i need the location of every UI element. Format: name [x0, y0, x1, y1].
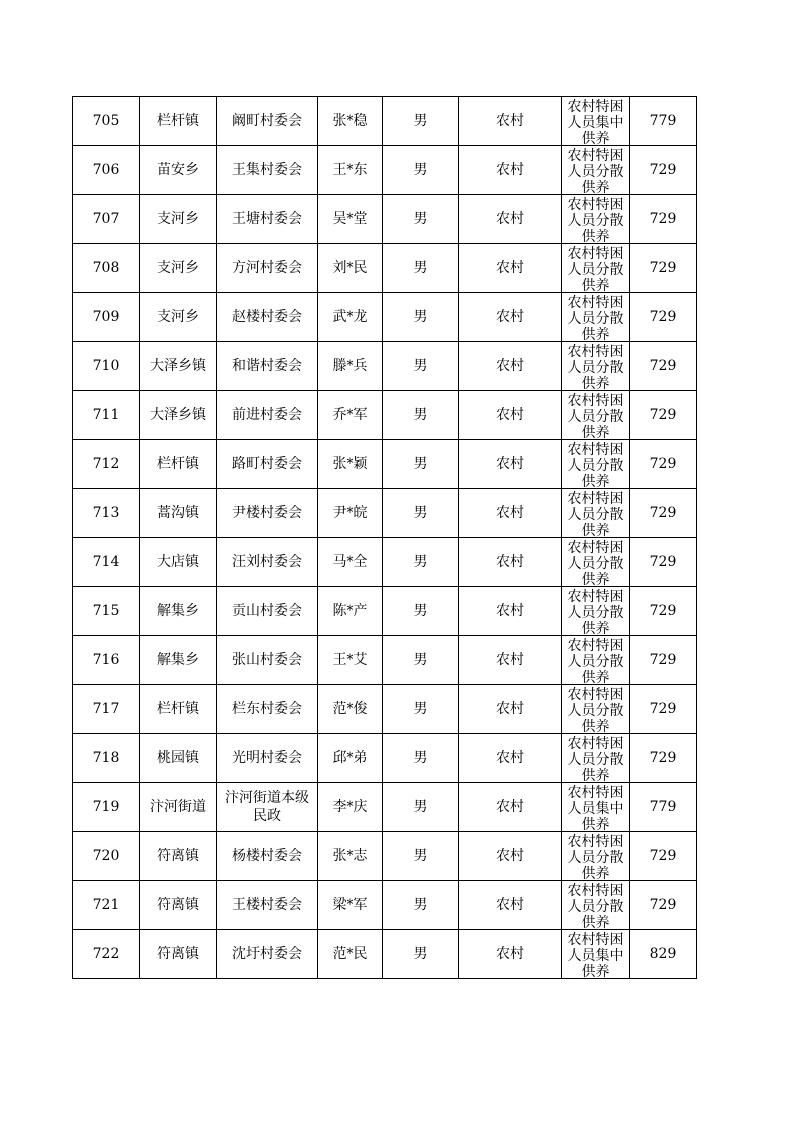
monthly-amount-cell: 829	[630, 930, 697, 979]
residence-type-cell: 农村	[459, 783, 562, 832]
support-category-cell	[562, 391, 630, 440]
monthly-amount-cell: 729	[630, 685, 697, 734]
support-category-cell	[562, 489, 630, 538]
gender-cell: 男	[383, 832, 459, 881]
table-row	[73, 342, 697, 391]
residence-type-cell: 农村	[459, 97, 562, 146]
serial-number-cell: 708	[73, 244, 140, 293]
support-category-cell	[562, 538, 630, 587]
village-committee-cell	[217, 587, 318, 636]
village-committee-text: 汴河街道本级民政	[225, 790, 309, 824]
serial-number-cell: 713	[73, 489, 140, 538]
gender-cell: 男	[383, 293, 459, 342]
serial-number-cell: 717	[73, 685, 140, 734]
support-category-text: 农村特困人员分散供养	[567, 588, 624, 635]
township-cell: 栏杆镇	[140, 440, 217, 489]
village-committee-cell	[217, 244, 318, 293]
gender-cell: 男	[383, 734, 459, 783]
residence-type-cell: 农村	[459, 685, 562, 734]
village-committee-text: 栏东村委会	[232, 701, 302, 717]
monthly-amount-cell: 729	[630, 587, 697, 636]
village-committee-cell	[217, 881, 318, 930]
village-committee-cell	[217, 930, 318, 979]
residence-type-cell: 农村	[459, 440, 562, 489]
support-category-cell	[562, 930, 630, 979]
table-row	[73, 146, 697, 195]
monthly-amount-cell: 729	[630, 146, 697, 195]
support-category-cell	[562, 881, 630, 930]
support-category-text: 农村特困人员集中供养	[567, 784, 624, 831]
monthly-amount-cell: 729	[630, 195, 697, 244]
village-committee-cell	[217, 832, 318, 881]
gender-cell: 男	[383, 489, 459, 538]
person-name-cell: 滕*兵	[318, 342, 383, 391]
township-cell: 蒿沟镇	[140, 489, 217, 538]
support-category-cell	[562, 636, 630, 685]
serial-number-cell: 706	[73, 146, 140, 195]
person-name-cell: 张*稳	[318, 97, 383, 146]
serial-number-cell: 712	[73, 440, 140, 489]
support-category-text: 农村特困人员分散供养	[567, 343, 624, 390]
support-category-text: 农村特困人员分散供养	[567, 245, 624, 292]
support-category-text: 农村特困人员集中供养	[567, 931, 624, 978]
village-committee-text: 光明村委会	[232, 750, 302, 766]
support-category-text: 农村特困人员分散供养	[567, 294, 624, 341]
monthly-amount-cell: 729	[630, 293, 697, 342]
village-committee-text: 汪刘村委会	[232, 554, 302, 570]
residence-type-cell: 农村	[459, 293, 562, 342]
township-cell: 解集乡	[140, 636, 217, 685]
village-committee-text: 沈圩村委会	[232, 946, 302, 962]
support-category-cell	[562, 342, 630, 391]
residence-type-cell: 农村	[459, 930, 562, 979]
monthly-amount-cell: 729	[630, 391, 697, 440]
village-committee-cell	[217, 342, 318, 391]
table-row	[73, 293, 697, 342]
gender-cell: 男	[383, 930, 459, 979]
serial-number-cell: 721	[73, 881, 140, 930]
table-row	[73, 538, 697, 587]
residence-type-cell: 农村	[459, 734, 562, 783]
gender-cell: 男	[383, 391, 459, 440]
township-cell: 符离镇	[140, 930, 217, 979]
township-cell: 苗安乡	[140, 146, 217, 195]
township-cell: 大店镇	[140, 538, 217, 587]
support-category-cell	[562, 97, 630, 146]
village-committee-text: 方河村委会	[232, 260, 302, 276]
serial-number-cell: 709	[73, 293, 140, 342]
serial-number-cell: 719	[73, 783, 140, 832]
township-cell: 支河乡	[140, 244, 217, 293]
township-cell: 符离镇	[140, 881, 217, 930]
residence-type-cell: 农村	[459, 342, 562, 391]
residence-type-cell: 农村	[459, 881, 562, 930]
roster-body	[73, 97, 697, 979]
person-name-cell: 梁*军	[318, 881, 383, 930]
serial-number-cell: 715	[73, 587, 140, 636]
village-committee-text: 尹楼村委会	[232, 505, 302, 521]
monthly-amount-cell: 729	[630, 832, 697, 881]
support-category-text: 农村特困人员分散供养	[567, 833, 624, 880]
person-name-cell: 张*颖	[318, 440, 383, 489]
township-cell: 栏杆镇	[140, 97, 217, 146]
township-cell: 支河乡	[140, 293, 217, 342]
table-row	[73, 930, 697, 979]
person-name-cell: 张*志	[318, 832, 383, 881]
village-committee-cell	[217, 97, 318, 146]
gender-cell: 男	[383, 440, 459, 489]
support-category-text: 农村特困人员分散供养	[567, 686, 624, 733]
support-category-text: 农村特困人员分散供养	[567, 147, 624, 194]
support-category-cell	[562, 440, 630, 489]
village-committee-text: 和谐村委会	[232, 358, 302, 374]
support-category-cell	[562, 685, 630, 734]
serial-number-cell: 711	[73, 391, 140, 440]
township-cell: 汴河街道	[140, 783, 217, 832]
township-cell: 解集乡	[140, 587, 217, 636]
table-row	[73, 587, 697, 636]
serial-number-cell: 720	[73, 832, 140, 881]
table-row	[73, 244, 697, 293]
monthly-amount-cell: 729	[630, 881, 697, 930]
village-committee-text: 杨楼村委会	[232, 848, 302, 864]
village-committee-text: 贡山村委会	[232, 603, 302, 619]
village-committee-text: 前进村委会	[232, 407, 302, 423]
person-name-cell: 陈*产	[318, 587, 383, 636]
serial-number-cell: 718	[73, 734, 140, 783]
table-row	[73, 832, 697, 881]
village-committee-cell	[217, 636, 318, 685]
village-committee-cell	[217, 538, 318, 587]
person-name-cell: 武*龙	[318, 293, 383, 342]
serial-number-cell: 705	[73, 97, 140, 146]
residence-type-cell: 农村	[459, 244, 562, 293]
table-row	[73, 685, 697, 734]
support-category-text: 农村特困人员分散供养	[567, 882, 624, 929]
person-name-cell: 王*东	[318, 146, 383, 195]
village-committee-cell	[217, 293, 318, 342]
table-row	[73, 97, 697, 146]
support-category-text: 农村特困人员分散供养	[567, 735, 624, 782]
gender-cell: 男	[383, 685, 459, 734]
support-category-text: 农村特困人员集中供养	[567, 98, 624, 145]
village-committee-text: 阚町村委会	[232, 113, 302, 129]
township-cell: 桃园镇	[140, 734, 217, 783]
serial-number-cell: 716	[73, 636, 140, 685]
table-row	[73, 391, 697, 440]
table-row	[73, 881, 697, 930]
township-cell: 栏杆镇	[140, 685, 217, 734]
monthly-amount-cell: 779	[630, 783, 697, 832]
gender-cell: 男	[383, 881, 459, 930]
table-row	[73, 195, 697, 244]
monthly-amount-cell: 729	[630, 734, 697, 783]
township-cell: 大泽乡镇	[140, 342, 217, 391]
person-name-cell: 范*俊	[318, 685, 383, 734]
support-category-text: 农村特困人员分散供养	[567, 490, 624, 537]
table-row	[73, 636, 697, 685]
serial-number-cell: 710	[73, 342, 140, 391]
support-category-cell	[562, 783, 630, 832]
residence-type-cell: 农村	[459, 538, 562, 587]
residence-type-cell: 农村	[459, 146, 562, 195]
township-cell: 符离镇	[140, 832, 217, 881]
residence-type-cell: 农村	[459, 636, 562, 685]
person-name-cell: 尹*皖	[318, 489, 383, 538]
support-category-text: 农村特困人员分散供养	[567, 196, 624, 243]
person-name-cell: 刘*民	[318, 244, 383, 293]
table-row	[73, 489, 697, 538]
support-category-cell	[562, 587, 630, 636]
village-committee-cell	[217, 391, 318, 440]
support-category-cell	[562, 734, 630, 783]
residence-type-cell: 农村	[459, 832, 562, 881]
village-committee-cell	[217, 783, 318, 832]
residence-type-cell: 农村	[459, 587, 562, 636]
village-committee-text: 王塘村委会	[232, 211, 302, 227]
support-category-text: 农村特困人员分散供养	[567, 637, 624, 684]
residence-type-cell: 农村	[459, 391, 562, 440]
gender-cell: 男	[383, 146, 459, 195]
monthly-amount-cell: 729	[630, 538, 697, 587]
village-committee-cell	[217, 195, 318, 244]
village-committee-text: 王楼村委会	[232, 897, 302, 913]
village-committee-cell	[217, 489, 318, 538]
residence-type-cell: 农村	[459, 489, 562, 538]
serial-number-cell: 714	[73, 538, 140, 587]
village-committee-cell	[217, 685, 318, 734]
gender-cell: 男	[383, 97, 459, 146]
table-row	[73, 440, 697, 489]
gender-cell: 男	[383, 587, 459, 636]
support-category-cell	[562, 293, 630, 342]
person-name-cell: 邱*弟	[318, 734, 383, 783]
gender-cell: 男	[383, 636, 459, 685]
person-name-cell: 吴*堂	[318, 195, 383, 244]
table-row	[73, 783, 697, 832]
support-category-text: 农村特困人员分散供养	[567, 392, 624, 439]
support-category-cell	[562, 146, 630, 195]
township-cell: 支河乡	[140, 195, 217, 244]
gender-cell: 男	[383, 244, 459, 293]
person-name-cell: 马*全	[318, 538, 383, 587]
support-category-text: 农村特困人员分散供养	[567, 441, 624, 488]
support-category-cell	[562, 195, 630, 244]
person-name-cell: 范*民	[318, 930, 383, 979]
monthly-amount-cell: 729	[630, 440, 697, 489]
table-row	[73, 734, 697, 783]
support-category-cell	[562, 244, 630, 293]
serial-number-cell: 722	[73, 930, 140, 979]
monthly-amount-cell: 729	[630, 244, 697, 293]
monthly-amount-cell: 729	[630, 636, 697, 685]
village-committee-cell	[217, 440, 318, 489]
monthly-amount-cell: 779	[630, 97, 697, 146]
village-committee-text: 赵楼村委会	[232, 309, 302, 325]
gender-cell: 男	[383, 783, 459, 832]
gender-cell: 男	[383, 195, 459, 244]
relief-roster-table	[72, 96, 697, 979]
person-name-cell: 李*庆	[318, 783, 383, 832]
gender-cell: 男	[383, 538, 459, 587]
township-cell: 大泽乡镇	[140, 391, 217, 440]
support-category-cell	[562, 832, 630, 881]
village-committee-text: 路町村委会	[232, 456, 302, 472]
monthly-amount-cell: 729	[630, 342, 697, 391]
village-committee-text: 张山村委会	[232, 652, 302, 668]
person-name-cell: 王*艾	[318, 636, 383, 685]
support-category-text: 农村特困人员分散供养	[567, 539, 624, 586]
residence-type-cell: 农村	[459, 195, 562, 244]
serial-number-cell: 707	[73, 195, 140, 244]
monthly-amount-cell: 729	[630, 489, 697, 538]
village-committee-cell	[217, 734, 318, 783]
village-committee-cell	[217, 146, 318, 195]
village-committee-text: 王集村委会	[232, 162, 302, 178]
person-name-cell: 乔*军	[318, 391, 383, 440]
gender-cell: 男	[383, 342, 459, 391]
